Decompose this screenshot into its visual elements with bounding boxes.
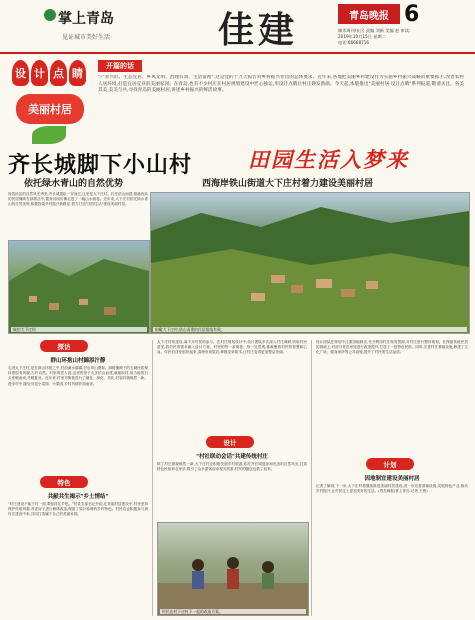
villagers-illustration — [158, 523, 308, 615]
subhead-4: 因地制宜建设美丽村居 — [364, 476, 420, 482]
headline-title: 齐长城脚下小山村 — [8, 152, 193, 178]
leaf-icon — [32, 126, 66, 144]
lead-text: 视线所及的自然风光秀美,齐长城遗址一穿而过,这里是大下庄村。村庄依山而建,错落有致的民居掩映在绿树丛中,置身其间仿佛走进了一幅山水画卷。近年来,大下庄村依托绿水青山的自然优势,积极探索乡村振兴新路径,着力打造"田园生活"建设美丽村居。 — [8, 192, 148, 207]
subhead-2: 共献共生揭示"乡土情结" — [47, 494, 109, 500]
section-tag-tese: 特色 — [40, 476, 88, 488]
masthead-info — [338, 28, 468, 46]
photo-caption: 俯瞰大下庄村,依山而建的民居错落有致。 — [153, 327, 467, 332]
photo-caption: 村民在村下庄村下一起的改造方案。 — [160, 609, 306, 614]
section-tag-tanfang: 探访 — [40, 340, 88, 352]
column-divider — [152, 340, 153, 616]
badge-top — [12, 60, 86, 86]
village-photo-left — [8, 240, 150, 334]
page-number: 6 — [404, 2, 420, 27]
body-col1b: "村庄建设不能千村一面,要留得住乡愁。"村党支部书记介绍,在美丽村居建设中,村里坚持保护传统风貌,对老房子进行修缮改造,保留了原汁原味的乡村特色。村民们也积极参与到村庄建设中来,共同打造属于自己的美丽家园。 — [8, 502, 148, 517]
subhead-1: 群山环抱山村錦添汁静 — [50, 358, 106, 364]
body-col2: 大下庄村的建设,离不开村民的参与。在村庄规划设计中,设计团队多次深入村庄调研,听取村民意见,将村民的需求融入设计方案。村里的每一条街巷、每一处景观,都凝聚着村民的智慧和心血。村民们自发组织起来,清理房前屋后,种植花草树木,让村庄变得更加整洁美丽。 — [157, 340, 307, 355]
body-col1: 走进大下庄村,是在群山环抱之中,村前溪水潺潺,村后青山叠翠。绿树掩映下的石砌民居保持着原有风貌,古朴自然。村里的老人说,这里的房子大多依山而建,就地取材,用当地的石头垒砌而成,冬暖夏凉。近年来,村里对街巷进行了硬化、绿化、亮化,村容村貌焕然一新。漫步村中,随处可见小菜园、小果园,乡村风情扑面而来。 — [8, 366, 148, 386]
body-col3b: 记者了解到,下一步,大下庄村将继续推进美丽村居建设,进一步完善基础设施,发展特色产业,推动乡村振兴,让村民过上更加美好的生活。(青岛晚报/掌上青岛 记者 王鲁) — [316, 484, 468, 494]
headline-calligraphy: 田园生活入梦来 — [248, 147, 409, 172]
badge-char: 点 — [50, 60, 67, 86]
info-line: 城市周刊/社区 责编 刘新 美编 赵 审读: — [338, 28, 411, 33]
badge-bottom: 美丽村居 — [16, 94, 84, 124]
section-tag-sheji: 设计 — [206, 436, 254, 448]
headline-subtitle-2: 西海岸铁山街道大下庄村着力建设美丽村居 — [202, 179, 374, 189]
village-photo-bottom — [157, 522, 309, 616]
village-illustration — [9, 241, 149, 333]
brand-name: 掌上青岛 — [58, 11, 114, 27]
brand-logo-icon — [44, 9, 56, 21]
newspaper-logo: 青岛晚报 — [338, 4, 400, 24]
section-title: 佳建 — [218, 9, 299, 51]
intro-tag: 开篇的话 — [98, 60, 142, 72]
headline-subtitle-1: 依托绿水青山的自然优势 — [24, 179, 124, 189]
column-badge — [8, 60, 90, 148]
info-line: 2019年10月15日 星期二 — [338, 34, 386, 39]
brand-slogan: 见证城市美好生活 — [62, 34, 111, 41]
body-col2b: 除了村庄面貌焕然一新,大下庄村还积极发展乡村旅游,依托齐长城遗址和优美的自然风光,打造特色民宿和农家乐,吸引了众多游客前来观光旅游,村民的腰包也鼓了起来。 — [157, 462, 307, 472]
village-aerial-illustration — [151, 193, 469, 333]
section-tag-jihua: 计划 — [366, 458, 414, 470]
subhead-3: "村社联动会话"共建传统村庄 — [196, 454, 268, 460]
masthead-rule — [0, 52, 475, 54]
photo-caption: 航拍大下庄村 — [11, 327, 147, 332]
badge-char: 睛 — [69, 60, 86, 86]
body-col3: 设计团队在规划中注重因地制宜,充分利用村庄现有资源,对村庄进行整体规划。在保留传统民居的基础上,对部分老旧房屋进行改造提升,打造了一批特色民宿。同时,完善村庄基础设施,修建了文化广场、健身场所等公共设施,提升了村民的生活品质。 — [316, 340, 468, 355]
column-divider — [311, 340, 312, 616]
info-line: 电话:66668716 — [338, 40, 370, 45]
badge-char: 计 — [31, 60, 48, 86]
badge-char: 设 — [12, 60, 29, 86]
intro-text: "产业兴旺、生态宜居、乡风文明、治理有效、生活富裕",这是党的十九大报告对乡村振兴作出的总体要求。近年来,各地把美丽乡村建设作为实施乡村振兴战略的重要抓手,改善农村人居环境,打造宜居宜业的美丽家园。在青岛,也有不少村庄在村居规划建设中匠心独运,用设计点睛让村庄焕发新颜。今天起,本版推出"美丽村居·设计点睛"系列报道,敬请关注。各美其美,美美与共,寻找青岛的美丽村居,讲述乡村振兴的鲜活故事。 — [98, 75, 464, 94]
village-photo-main — [150, 192, 470, 334]
